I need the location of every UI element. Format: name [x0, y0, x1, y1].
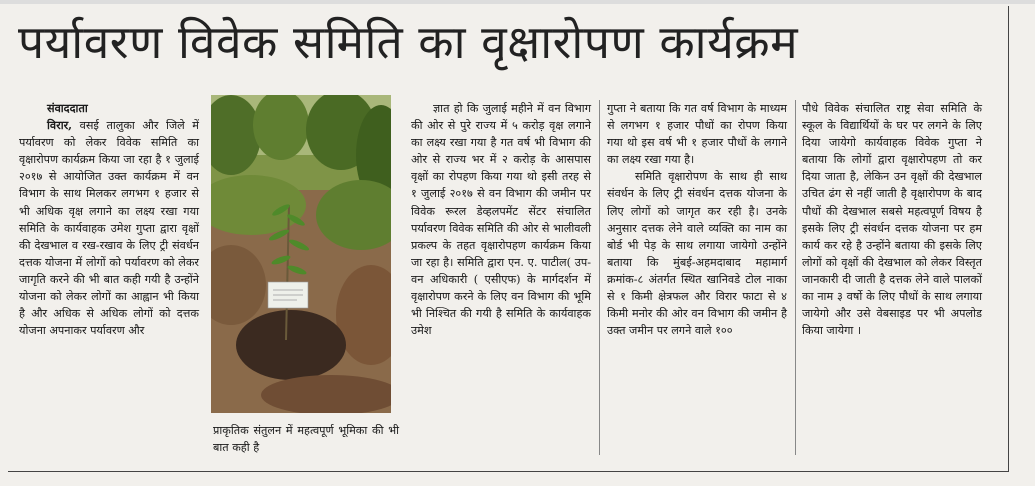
column-3-paragraph-1: गुप्ता ने बताया कि गत वर्ष विभाग के माध्यम से लगभग १ हजार पौधों का रोपण किया गया थो इस वर्ष भी १ हजार पौधों के लगाने का लक्ष्य रखा गया है। [607, 102, 787, 167]
dateline: विरार, [47, 118, 73, 133]
column-3-paragraph-2: समिति वृक्षारोपण के साथ ही साथ संवर्धन के लिए ट्री संवर्धन दत्तक योजना के लिए लोगों को जागृत कर रही है। उनके अनुसार दत्तक लेने वाले व्यक्ति का नाम का बोर्ड भी पेड़ के साथ लगाया जायेगो उन्होंने बताया कि मुंबई-अहमदाबाद महामार्ग क्रमांक-८ अंतर्गत स्थित खानिवडे टोल नाका से १ किमी क्षेत्रफल और विरार फाटा से ४ किमी मनोर की ओर वन विभाग की जमीन है उक्त जमीन पर लगने वाले १०० [607, 170, 787, 338]
byline: संवाददाता [47, 101, 88, 115]
column-2-body: ज्ञात हो कि जुलाई महीने में वन विभाग की ओर से पुरे राज्य में ५ करोड़ वृक्ष लगाने का लक्ष्य रखा गया है गत वर्ष भी विभाग की ओर से राज्य भर में २ करोड़ के आसपास वृक्षों का रोपहण किया गया थो इसी तरह से १ जुलाई २०१७ से वन विभाग की जमीन पर विवेक रूरल डेव्हलपमेंट सेंटर संचालित पर्यावरण विवेक समिति की ओर से भालीवली प्रकल्प के तहत वृक्षारोपहण कार्यक्रम किया जा रहा है। समिति द्वारा एन. ए. पाटील( उप-वन अधिकारी ( एसीएफ) के मार्गदर्शन में वृक्षारोपण करने के लिए वन विभाग की भूमि भी निश्चित की गयी है समिति के कार्यवाहक उमेश [411, 102, 591, 338]
column-1-body: वसई तालुका और जिले में पर्यावरण को लेकर विवेक समिति का वृक्षारोपण कार्यक्रम किया जा रहा है १ जुलाई २०१७ से आयोजित उक्त कार्यक्रम में वन विभाग के साथ मिलकर लगभग १ हजार से भी अधिक वृक्ष लगाने का लक्ष्य रखा गया समिति के कार्यवाहक उमेश गुप्ता द्वारा वृक्षों की देखभाल व रख-रखाव के लिए ट्री संवर्धन दत्तक योजना में लोगों को पर्यावरण को लेकर जागृति करने की भी बात कही गयी है उन्होंने योजना को लेकर लोगों का आह्वान भी किया है और अधिक से अधिक लोगों को दत्तक योजना अपनाकर पर्यावरण और [19, 119, 199, 338]
photo-caption: प्राकृतिक संतुलन में महत्वपूर्ण भूमिका की भी बात कही है [213, 424, 399, 454]
top-edge [0, 0, 1035, 4]
article-frame [8, 6, 1009, 472]
column-4-body: पौधे विवेक संचालित राष्ट्र सेवा समिति के स्कूल के विद्यार्थियों के घर पर लगने के लिए दिया जायेगो कार्यवाहक विवेक गुप्ता ने बताया कि लोगों द्वारा वृक्षारोपहण तो कर दिया जाता है, लेकिन उन वृक्षों की देखभाल उचित ढंग से नहीं जाती है वृक्षारोपण के बाद पौधों की देखभाल सबसे महत्वपूर्ण विषय है इसके लिए ट्री संवर्धन दत्तक योजना पर हम कार्य कर रहे है उन्होंने बताया की इसके लिए लोगों को वृक्षों की देखभाल को लेकर विस्तृत जानकारी दी जाती है दत्तक लेने वाले पालकों का नाम ३ वर्षो के लिए पौधों के साथ लगाया जायेगो और उसे वेबसाइड पर भी अपलोड किया जायेगा । [802, 102, 982, 338]
headline: पर्यावरण विवेक समिति का वृक्षारोपण कार्यक्रम [18, 15, 799, 69]
